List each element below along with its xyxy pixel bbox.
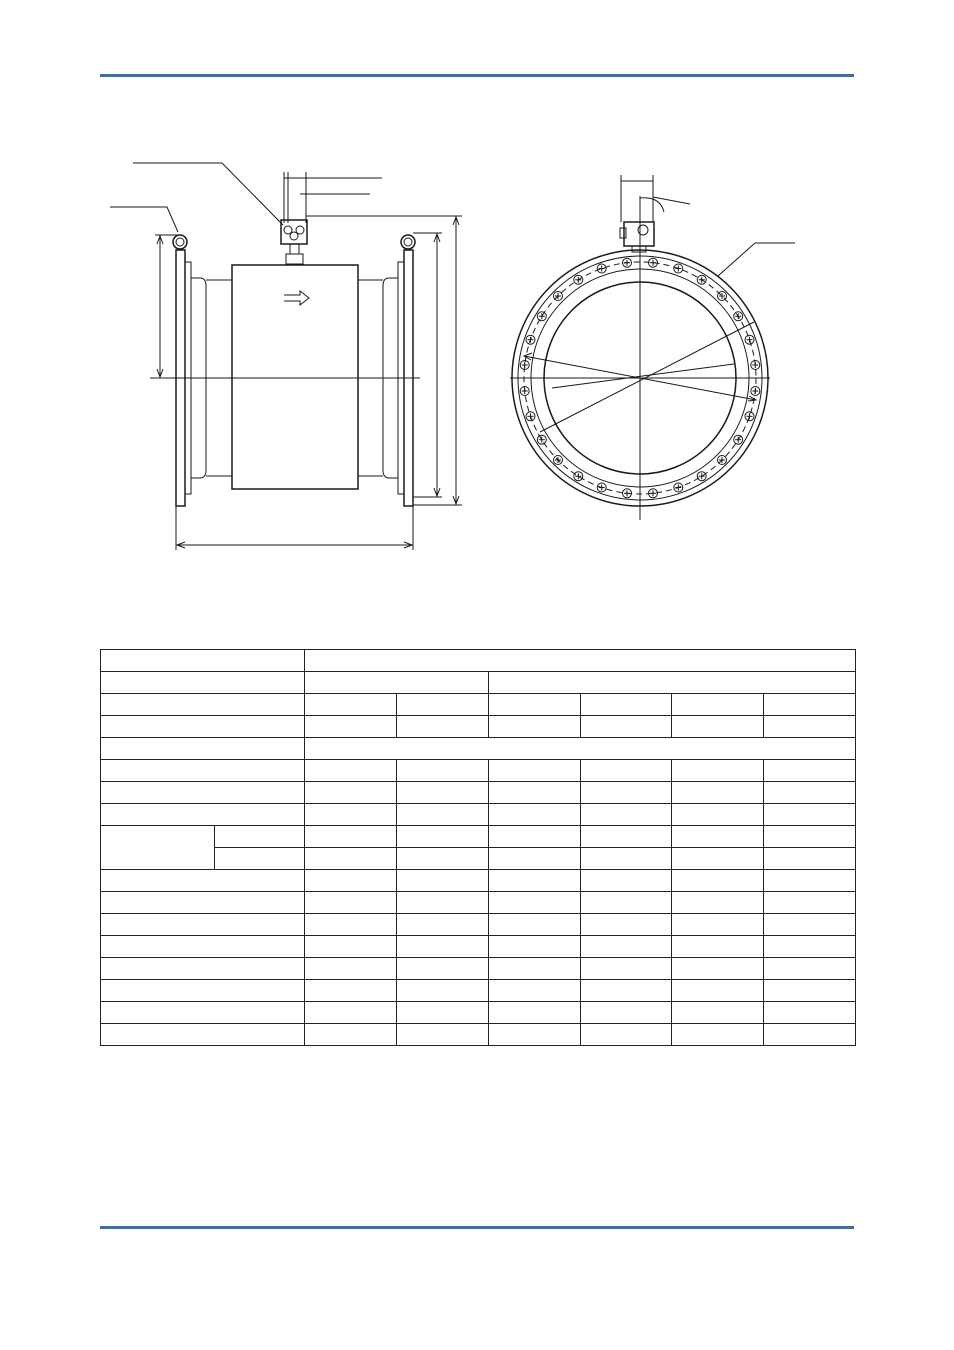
leader-line-flange	[718, 243, 795, 276]
table-row	[101, 1002, 856, 1024]
table-row	[101, 760, 856, 782]
table-row	[101, 914, 856, 936]
side-view	[110, 163, 462, 550]
table-row	[101, 870, 856, 892]
table-row	[101, 694, 856, 716]
footer-rule	[100, 1226, 854, 1229]
table-row	[101, 650, 856, 672]
meter-body	[232, 265, 358, 489]
lifting-lug-right	[401, 235, 415, 249]
table-row	[101, 848, 856, 870]
table-row	[101, 672, 856, 694]
table-row	[101, 826, 856, 848]
right-arrow-icon	[284, 291, 309, 305]
lifting-lug-left	[173, 235, 187, 249]
dimension-drawing	[0, 0, 954, 600]
terminal-box-top	[624, 222, 654, 246]
front-view	[510, 175, 795, 520]
table-row	[101, 782, 856, 804]
table-row	[101, 892, 856, 914]
table-row	[101, 980, 856, 1002]
table-row	[101, 1024, 856, 1046]
leader-line-terminal-box	[133, 163, 283, 225]
specification-table	[100, 649, 856, 1046]
table-row	[101, 804, 856, 826]
table-row	[101, 958, 856, 980]
leader-line-lifting-lug	[110, 207, 178, 232]
table-row	[101, 738, 856, 760]
table-row	[101, 716, 856, 738]
table-row	[101, 936, 856, 958]
